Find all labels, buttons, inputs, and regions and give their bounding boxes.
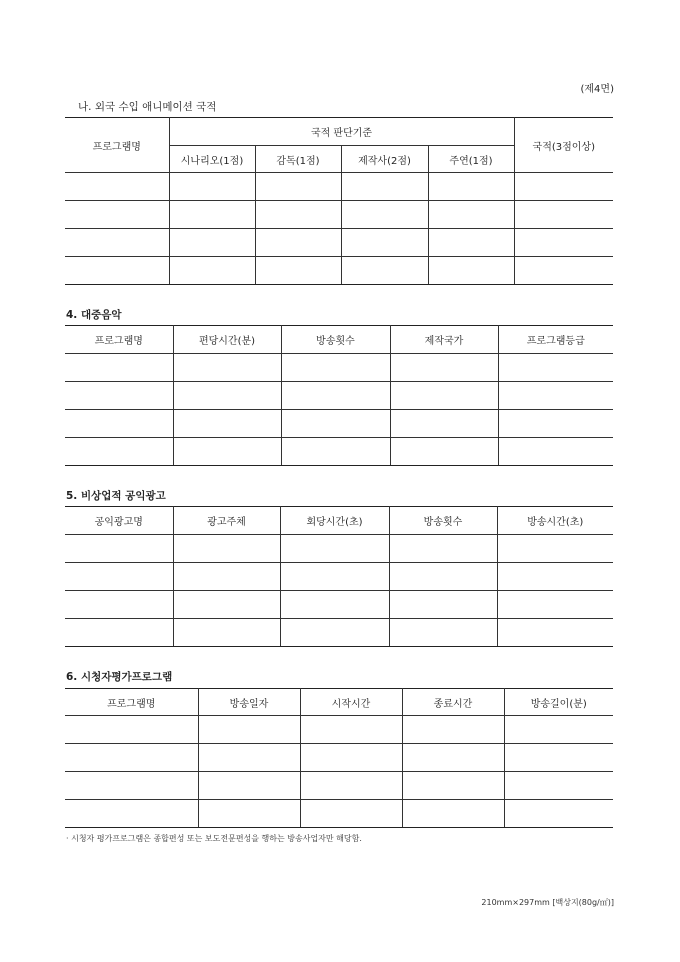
table-cell[interactable] xyxy=(198,772,300,800)
table-cell[interactable] xyxy=(390,354,498,382)
header-start-time: 시작시간 xyxy=(300,689,402,716)
table-cell[interactable] xyxy=(514,201,613,229)
table-cell[interactable] xyxy=(169,201,255,229)
table-cell[interactable] xyxy=(255,257,341,285)
table-cell[interactable] xyxy=(498,382,613,410)
table-cell[interactable] xyxy=(281,410,390,438)
section-6-title: 6. 시청자평가프로그램 xyxy=(66,671,173,683)
table-cell[interactable] xyxy=(389,535,497,563)
table-cell[interactable] xyxy=(255,173,341,201)
header-duration: 편당시간(분) xyxy=(173,326,281,354)
table-cell[interactable] xyxy=(390,410,498,438)
table-cell[interactable] xyxy=(497,563,613,591)
header-time-per-spot: 회당시간(초) xyxy=(280,507,389,535)
header-program-rating: 프로그램등급 xyxy=(498,326,613,354)
table-cell[interactable] xyxy=(498,410,613,438)
table-row xyxy=(65,744,613,772)
table-cell[interactable] xyxy=(497,591,613,619)
table-cell[interactable] xyxy=(173,438,281,466)
table-cell[interactable] xyxy=(514,173,613,201)
table-cell[interactable] xyxy=(341,173,428,201)
table-cell[interactable] xyxy=(65,772,198,800)
table-cell[interactable] xyxy=(65,257,169,285)
table-cell[interactable] xyxy=(402,744,504,772)
table-cell[interactable] xyxy=(65,354,173,382)
table-cell[interactable] xyxy=(173,591,280,619)
table-row xyxy=(65,229,613,257)
table-cell[interactable] xyxy=(341,229,428,257)
table-row xyxy=(65,619,613,647)
table-row xyxy=(65,716,613,744)
header-program-name: 프로그램명 xyxy=(65,326,173,354)
section-4-title: 4. 대중음악 xyxy=(66,309,122,321)
header-lead-actor: 주연(1점) xyxy=(428,146,514,173)
table-cell[interactable] xyxy=(428,173,514,201)
table-cell[interactable] xyxy=(498,438,613,466)
paper-size-footer: 210mm×297mm [백상지(80g/㎡)] xyxy=(481,898,614,907)
table-row xyxy=(65,354,613,382)
table-cell[interactable] xyxy=(198,800,300,828)
popular-music-table xyxy=(65,325,613,466)
header-broadcast-time: 방송시간(초) xyxy=(497,507,613,535)
table-cell[interactable] xyxy=(173,382,281,410)
header-end-time: 종료시간 xyxy=(402,689,504,716)
table-cell[interactable] xyxy=(173,563,280,591)
table-cell[interactable] xyxy=(65,535,173,563)
table-cell[interactable] xyxy=(389,591,497,619)
table-cell[interactable] xyxy=(514,257,613,285)
header-broadcast-length: 방송길이(분) xyxy=(504,689,613,716)
table-row xyxy=(65,535,613,563)
table-cell[interactable] xyxy=(390,438,498,466)
table-cell[interactable] xyxy=(300,716,402,744)
table-row xyxy=(65,563,613,591)
footnote: · 시청자 평가프로그램은 종합편성 또는 보도전문편성을 행하는 방송사업자만 해당함. xyxy=(66,834,362,843)
table-cell[interactable] xyxy=(280,535,389,563)
table-cell[interactable] xyxy=(428,257,514,285)
table-cell[interactable] xyxy=(497,619,613,647)
header-advertiser: 광고주체 xyxy=(173,507,280,535)
table-cell[interactable] xyxy=(198,744,300,772)
table-cell[interactable] xyxy=(402,800,504,828)
table-cell[interactable] xyxy=(280,563,389,591)
foreign-animation-table xyxy=(65,117,613,285)
page-number: (제4면) xyxy=(580,84,614,95)
table-row xyxy=(65,173,613,201)
table-cell[interactable] xyxy=(255,229,341,257)
table-cell[interactable] xyxy=(341,257,428,285)
table-row xyxy=(65,800,613,828)
table-cell[interactable] xyxy=(402,716,504,744)
header-broadcast-date: 방송일자 xyxy=(198,689,300,716)
header-broadcast-count: 방송횟수 xyxy=(281,326,390,354)
table-cell[interactable] xyxy=(281,382,390,410)
table-cell[interactable] xyxy=(173,354,281,382)
table-cell[interactable] xyxy=(198,716,300,744)
table-cell[interactable] xyxy=(65,438,173,466)
table-cell[interactable] xyxy=(169,173,255,201)
table-cell[interactable] xyxy=(65,173,169,201)
header-production-country: 제작국가 xyxy=(390,326,498,354)
table-cell[interactable] xyxy=(65,382,173,410)
table-cell[interactable] xyxy=(255,201,341,229)
table-cell[interactable] xyxy=(65,229,169,257)
table-cell[interactable] xyxy=(300,744,402,772)
table-cell[interactable] xyxy=(173,619,280,647)
table-cell[interactable] xyxy=(173,535,280,563)
table-cell[interactable] xyxy=(300,800,402,828)
table-cell[interactable] xyxy=(65,619,173,647)
table-cell[interactable] xyxy=(281,438,390,466)
header-producer: 제작사(2점) xyxy=(341,146,428,173)
section-5-title: 5. 비상업적 공익광고 xyxy=(66,490,166,502)
table-row xyxy=(65,772,613,800)
header-nationality: 국적(3점이상) xyxy=(514,118,613,173)
table-cell[interactable] xyxy=(514,229,613,257)
header-criteria: 국적 판단기준 xyxy=(169,118,514,146)
table-cell[interactable] xyxy=(428,229,514,257)
table-cell[interactable] xyxy=(65,744,198,772)
table-row xyxy=(65,382,613,410)
table-cell[interactable] xyxy=(280,591,389,619)
table-cell[interactable] xyxy=(65,716,198,744)
table-cell[interactable] xyxy=(280,619,389,647)
public-ad-table xyxy=(65,506,613,647)
table-row xyxy=(65,591,613,619)
table-cell[interactable] xyxy=(497,535,613,563)
table-row xyxy=(65,201,613,229)
table-cell[interactable] xyxy=(504,744,613,772)
table-row xyxy=(65,410,613,438)
table-cell[interactable] xyxy=(389,563,497,591)
table-cell[interactable] xyxy=(65,201,169,229)
table-cell[interactable] xyxy=(281,354,390,382)
header-ad-name: 공익광고명 xyxy=(65,507,173,535)
table-cell[interactable] xyxy=(390,382,498,410)
header-broadcast-count: 방송횟수 xyxy=(389,507,497,535)
table-row xyxy=(65,257,613,285)
table-cell[interactable] xyxy=(173,410,281,438)
table-cell[interactable] xyxy=(389,619,497,647)
header-program-name: 프로그램명 xyxy=(65,689,198,716)
table-cell[interactable] xyxy=(504,772,613,800)
section-na-title: 나. 외국 수입 애니메이션 국적 xyxy=(78,101,217,113)
table-cell[interactable] xyxy=(65,800,198,828)
table-cell[interactable] xyxy=(402,772,504,800)
table-cell[interactable] xyxy=(65,591,173,619)
table-cell[interactable] xyxy=(65,563,173,591)
table-cell[interactable] xyxy=(498,354,613,382)
header-director: 감독(1점) xyxy=(255,146,341,173)
table-cell[interactable] xyxy=(504,716,613,744)
header-program-name: 프로그램명 xyxy=(65,118,169,173)
table-cell[interactable] xyxy=(300,772,402,800)
header-scenario: 시나리오(1점) xyxy=(169,146,255,173)
table-cell[interactable] xyxy=(169,257,255,285)
table-cell[interactable] xyxy=(65,410,173,438)
table-row xyxy=(65,438,613,466)
table-cell[interactable] xyxy=(428,201,514,229)
table-cell[interactable] xyxy=(169,229,255,257)
viewer-evaluation-table xyxy=(65,688,613,828)
table-cell[interactable] xyxy=(341,201,428,229)
table-cell[interactable] xyxy=(504,800,613,828)
